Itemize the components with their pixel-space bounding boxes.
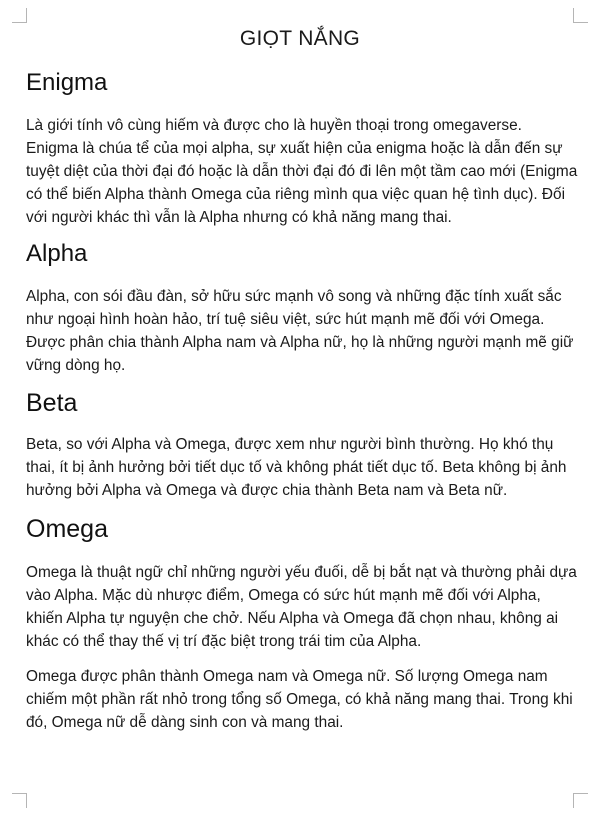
page-corner-mark-bottom-right <box>573 793 588 808</box>
section-heading-alpha: Alpha <box>26 240 88 267</box>
section-heading-enigma: Enigma <box>26 69 108 96</box>
document-body <box>26 62 578 734</box>
page-corner-mark-bottom-left <box>12 793 27 808</box>
section-paragraph-alpha: Alpha, con sói đầu đàn, sở hữu sức mạnh vô song và những đặc tính xuất sắc như ngoại hình hoàn hảo, trí tuệ siêu việt, sức hút mạnh mẽ đối với Omega. Được phân chia thành Alpha nam và Alpha nữ, họ là những người mạnh mẽ giữ vững dòng họ. <box>26 288 574 374</box>
page-corner-mark-top-left <box>12 8 27 23</box>
section-paragraph-enigma: Là giới tính vô cùng hiếm và được cho là huyền thoại trong omegaverse. Enigma là chúa tể của mọi alpha, sự xuất hiện của enigma hoặc là dẫn đến sự tuyệt diệt của thời đại đó hoặc là dẫn thời đại đó đi lên một tầm cao mới (Enigma có thể biến Alpha thành Omega của riêng mình qua việc quan hệ tình dục). Đối với người khác thì vẫn là Alpha nhưng có khả năng mang thai. <box>26 117 578 226</box>
document-title: GIỌT NẮNG <box>239 27 361 50</box>
section-heading-beta: Beta <box>26 389 78 417</box>
section-paragraph-beta: Beta, so với Alpha và Omega, được xem như người bình thường. Họ khó thụ thai, ít bị ảnh hưởng bởi tiết dục tố và không phát tiết dục tố. Beta không bị ảnh hưởng bởi Alpha và Omega và được chia thành Beta nam và Beta nữ. <box>26 436 567 499</box>
section-paragraph-omega-1: Omega là thuật ngữ chỉ những người yếu đuối, dễ bị bắt nạt và thường phải dựa vào Alpha. Mặc dù nhược điểm, Omega có sức hút mạnh mẽ đối với Alpha, khiến Alpha tự nguyện che chở. Nếu Alpha và Omega đã chọn nhau, không ai khác có thể thay thế vị trí đặc biệt trong trái tim của Alpha. <box>26 564 577 650</box>
page-corner-mark-top-right <box>573 8 588 23</box>
section-heading-omega: Omega <box>26 515 108 543</box>
section-paragraph-omega-2: Omega được phân thành Omega nam và Omega nữ. Số lượng Omega nam chiếm một phần rất nhỏ trong tổng số Omega, có khả năng mang thai. Trong khi đó, Omega nữ dễ dàng sinh con và mang thai. <box>26 668 573 731</box>
